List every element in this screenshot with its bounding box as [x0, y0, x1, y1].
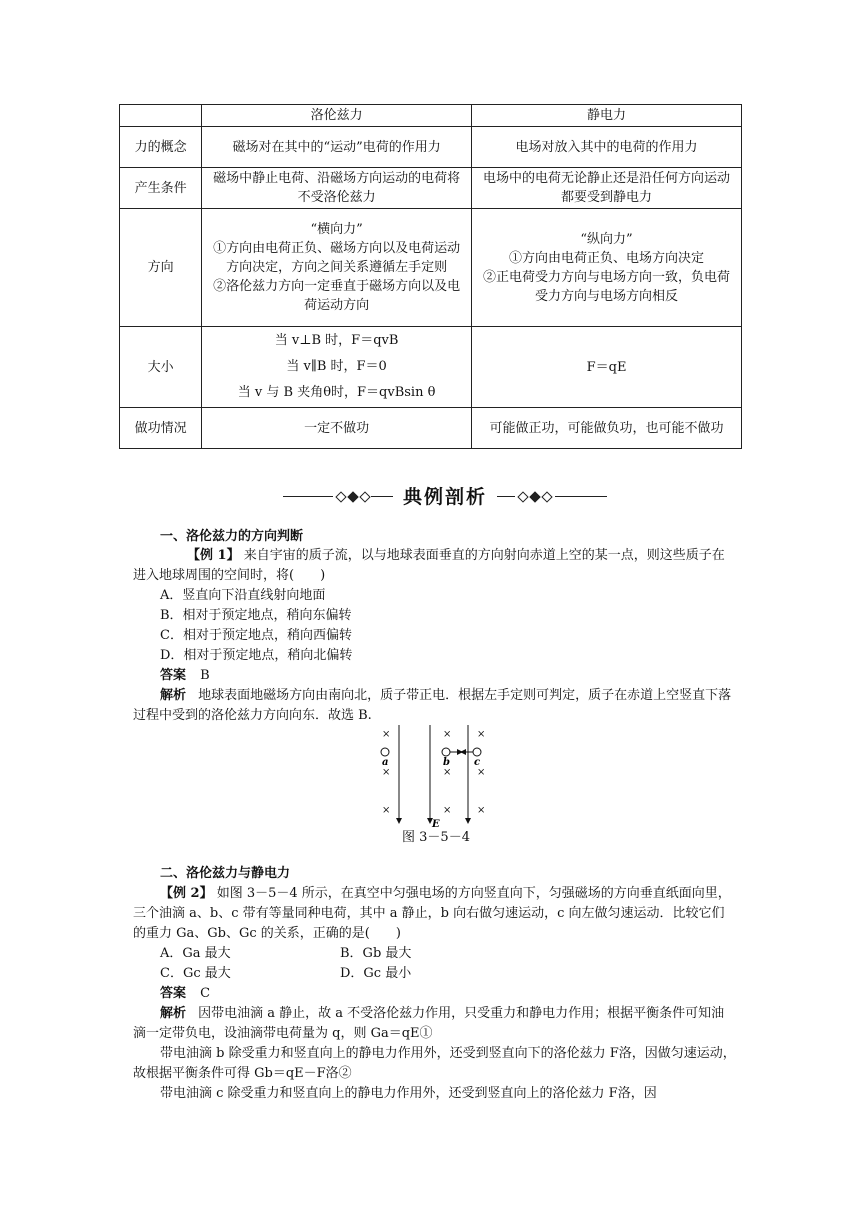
- analysis-label: 解析: [160, 688, 187, 703]
- answer-label: 答案: [160, 986, 187, 1001]
- droplet-c: [473, 748, 481, 756]
- answer-value: B: [200, 668, 210, 683]
- formula-line: 当 v 与 B 夹角θ时，F＝qvBsin θ: [237, 385, 436, 400]
- analysis-paragraph: [133, 1004, 737, 1044]
- label-e: E: [432, 819, 440, 830]
- magnetic-crosses: [382, 729, 485, 816]
- section-title: 典例剖析: [402, 486, 487, 508]
- label-c: c: [474, 757, 481, 768]
- table-cell: 磁场中静止电荷、沿磁场方向运动的电荷将不受洛伦兹力: [202, 168, 472, 209]
- cell-line: ②正电荷受力方向与电场方向一致，负电荷受力方向与电场方向相反: [483, 269, 731, 304]
- answer-line: [133, 984, 764, 1004]
- cross-mark: ×: [477, 767, 486, 778]
- example-tag: 【例 2】: [160, 886, 213, 901]
- option-d: D．相对于预定地点，稍向北偏转: [160, 648, 353, 663]
- cross-mark: ×: [443, 767, 452, 778]
- diamond-ornament: [529, 491, 540, 502]
- row-label: 方向: [120, 209, 202, 327]
- cross-mark: ×: [382, 729, 391, 740]
- question-text: 如图 3－5－4 所示，在真空中匀强电场的方向竖直向下，匀强磁场的方向垂直纸面向里，三个油滴 a、b、c 带有等量同种电荷，其中 a 静止，b 向右做匀速运动，c 向左做匀速运动．比较它们的重力 Ga、Gb、Gc 的关系，正确的是( ): [133, 886, 731, 941]
- option-b: B．Gb 最大: [340, 946, 412, 961]
- header-corner: [120, 105, 202, 127]
- left-rule: [371, 496, 393, 497]
- cross-mark: ×: [477, 805, 486, 816]
- left-rule: [283, 496, 333, 497]
- analysis-label: 解析: [160, 1006, 187, 1021]
- table-cell: 可能做正功，可能做负功，也可能不做功: [472, 408, 742, 449]
- table-cell: 电场中的电荷无论静止还是沿任何方向运动都要受到静电力: [472, 168, 742, 209]
- table-cell: 电场对放入其中的电荷的作用力: [472, 127, 742, 168]
- row-label: 产生条件: [120, 168, 202, 209]
- row-label: 大小: [120, 327, 202, 408]
- option-d: D．Gc 最小: [340, 966, 412, 981]
- analysis-paragraph: 带电油滴 c 除受重力和竖直向上的静电力作用外，还受到竖直向上的洛伦兹力 F洛，因: [160, 1086, 657, 1101]
- cross-mark: ×: [382, 805, 391, 816]
- diamond-ornament: [517, 491, 528, 502]
- right-rule: [555, 496, 607, 497]
- option-c: C．相对于预定地点，稍向西偏转: [160, 628, 352, 643]
- diamond-ornament: [359, 491, 370, 502]
- droplet-a: [381, 748, 389, 756]
- table-header-row: [120, 105, 742, 127]
- diamond-ornament: [335, 491, 346, 502]
- right-rule: [497, 496, 515, 497]
- formula-line: 当 v∥B 时，F＝0: [286, 359, 387, 374]
- cross-mark: ×: [477, 729, 486, 740]
- table-cell: [202, 327, 472, 408]
- table-row: [120, 127, 742, 168]
- answer-value: C: [200, 986, 211, 1001]
- option-c: C．Gc 最大: [160, 966, 231, 981]
- table-cell: 一定不做功: [202, 408, 472, 449]
- figure-caption: 图 3－5－4: [402, 830, 470, 845]
- option-a: A．Ga 最大: [160, 946, 231, 961]
- option-b: B．相对于预定地点，稍向东偏转: [160, 608, 352, 623]
- label-a: a: [382, 757, 389, 768]
- example2-question: [133, 884, 737, 944]
- header-lorentz: 洛伦兹力: [202, 105, 472, 127]
- row-label: 做功情况: [120, 408, 202, 449]
- table-cell: 磁场对在其中的“运动”电荷的作用力: [202, 127, 472, 168]
- cross-mark: ×: [443, 805, 452, 816]
- formula-line: 当 v⊥B 时，F＝qvB: [274, 333, 399, 348]
- row-label: 力的概念: [120, 127, 202, 168]
- diamond-ornament: [347, 491, 358, 502]
- table-cell: F＝qE: [472, 327, 742, 408]
- table-row: [120, 327, 742, 408]
- section-header: [283, 484, 607, 510]
- answer-line: [133, 666, 764, 686]
- table-row: [120, 209, 742, 327]
- header-electric: 静电力: [472, 105, 742, 127]
- cell-line: “横向力”: [310, 222, 363, 237]
- analysis-paragraph: 带电油滴 b 除受重力和竖直向上的静电力作用外，还受到竖直向下的洛伦兹力 F洛，因做匀速运动，故根据平衡条件可得 Gb＝qE－F洛②: [133, 1046, 736, 1081]
- analysis-text: 因带电油滴 a 静止，故 a 不受洛伦兹力作用，只受重力和静电力作用；根据平衡条件可知油滴一定带负电，设油滴带电荷量为 q，则 Ga＝qE①: [133, 1006, 725, 1041]
- diamond-ornament: [541, 491, 552, 502]
- cross-mark: ×: [443, 729, 452, 740]
- field-diagram: [376, 725, 496, 845]
- answer-label: 答案: [160, 668, 187, 683]
- question-text: 来自宇宙的质子流，以与地球表面垂直的方向射向赤道上空的某一点，则这些质子在进入地球周围的空间时，将( ): [133, 548, 725, 583]
- label-b: b: [443, 757, 450, 768]
- analysis-paragraph: [133, 686, 737, 726]
- cell-line: ①方向由电荷正负、电场方向决定: [509, 250, 705, 266]
- part1-heading: 一、洛伦兹力的方向判断: [160, 529, 304, 544]
- cell-line: “纵向力”: [580, 231, 633, 247]
- table-row: [120, 168, 742, 209]
- table-cell: [202, 209, 472, 327]
- option-a: A．竖直向下沿直线射向地面: [160, 588, 326, 603]
- example1-question: [133, 546, 737, 586]
- comparison-table: [119, 104, 742, 449]
- example-tag: 【例 1】: [187, 548, 240, 563]
- table-row: [120, 408, 742, 449]
- part2-heading: 二、洛伦兹力与静电力: [160, 866, 291, 881]
- droplet-b: [442, 748, 450, 756]
- cell-line: ①方向由电荷正负、磁场方向以及电荷运动方向决定，方向之间关系遵循左手定则: [213, 241, 461, 275]
- analysis-text: 地球表面地磁场方向由南向北，质子带正电．根据左手定则可判定，质子在赤道上空竖直下落过程中受到的洛伦兹力方向向东．故选 B.: [133, 688, 732, 723]
- table-cell: [472, 209, 742, 327]
- cross-mark: ×: [382, 767, 391, 778]
- cell-line: ②洛伦兹力方向一定垂直于磁场方向以及电荷运动方向: [213, 279, 461, 313]
